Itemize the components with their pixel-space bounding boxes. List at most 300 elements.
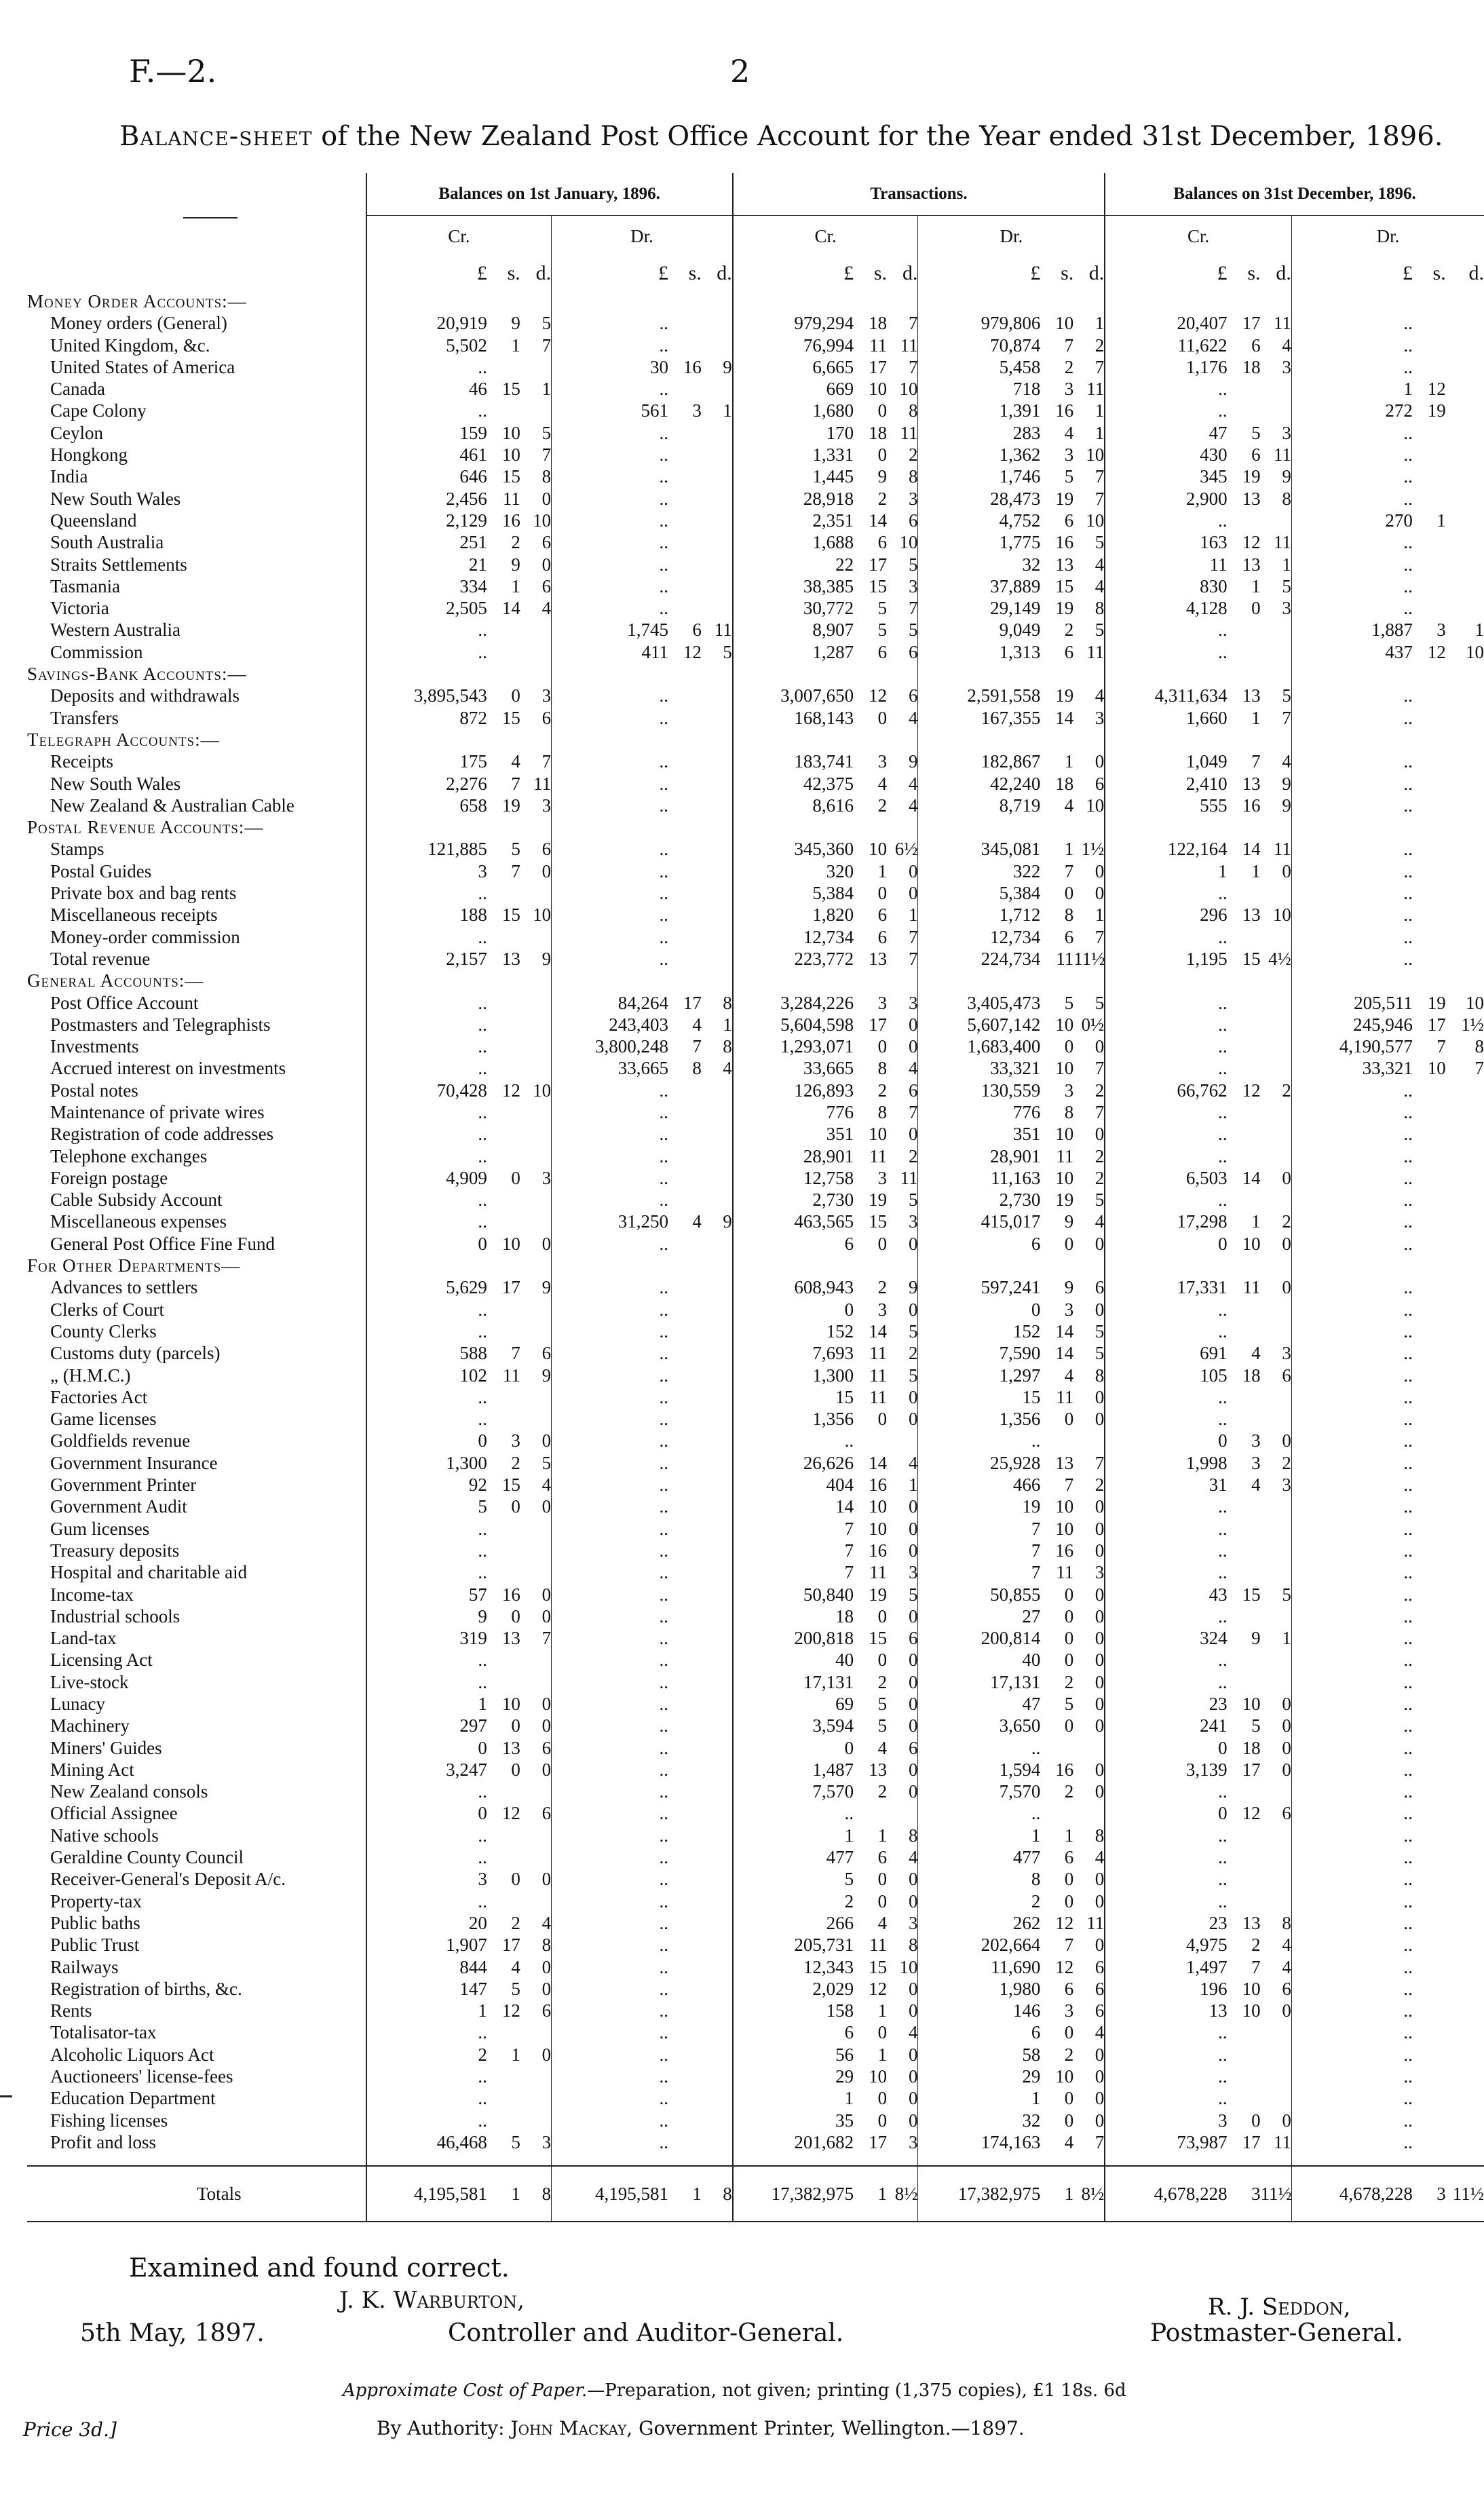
empty-cell [1306,816,1413,838]
shillings-value: 17 [1242,2131,1261,2152]
empty-cell [1446,488,1484,510]
empty-cell: .. [478,1299,487,1320]
pounds-value: 13 [1209,2000,1228,2021]
empty-cell [1228,1496,1261,1517]
pounds-value: 588 [459,1343,487,1364]
pounds-value: 12,343 [803,1956,854,1977]
empty-cell [520,2110,552,2131]
shillings-value: 15 [501,707,520,728]
shillings-value: 16 [501,1584,520,1605]
shillings-value: 12 [1427,641,1446,662]
pence-header: d. [1088,261,1105,284]
cell-rule [733,1233,747,1255]
cell-rule [1291,838,1306,860]
empty-cell: .. [1403,773,1413,794]
pounds-value: 477 [826,1847,854,1868]
pence-value: 1 [1095,422,1105,443]
cell-rule [552,422,566,444]
cell-rule [366,2021,381,2043]
pence-value: 0 [1095,2088,1105,2109]
shillings-value: 0 [1064,1715,1074,1736]
empty-cell [1261,290,1292,312]
shillings-value: 5 [1064,1694,1074,1714]
empty-cell [932,729,1040,750]
cell-rule [1105,1014,1119,1035]
shillings-value: 0 [877,707,888,728]
empty-cell [747,290,854,312]
pence-value: 8 [908,466,918,487]
cell-rule [1105,970,1119,991]
empty-cell [487,2087,520,2109]
pounds-value: 4,311,634 [1154,685,1228,706]
pence-value: 7 [908,313,918,334]
cell-rule [552,1430,566,1451]
empty-cell [668,290,702,312]
shillings-value: 7 [511,1343,520,1364]
empty-cell [1413,1978,1446,2000]
pence-value: 1 [541,379,552,400]
shillings-value: 1 [668,2166,702,2222]
cell-rule [1291,1167,1306,1189]
pounds-value: 40 [835,1650,854,1671]
shillings-value: 18 [1242,1365,1261,1386]
cell-rule [918,619,932,641]
cell-rule [552,378,566,400]
pounds-value: 9,049 [999,620,1041,641]
empty-cell [1413,2000,1446,2021]
empty-cell: .. [478,1014,487,1035]
shillings-value: 0 [877,883,888,904]
cell-rule [1291,1276,1306,1298]
empty-cell: .. [659,1190,668,1211]
pounds-value: 4,678,228 [1120,2166,1228,2222]
shillings-value: 11 [1056,948,1074,969]
pounds-value: 7 [1031,1518,1041,1539]
pounds-value: 776 [1012,1101,1041,1122]
row-label: Canada [50,379,105,400]
shillings-value: 4 [877,1912,888,1933]
pounds-value: 296 [1200,905,1228,926]
pence-value: 0 [908,1036,918,1057]
empty-cell [702,1759,733,1781]
pounds-value: 17,382,975 [932,2166,1040,2222]
pounds-value: 2,276 [446,773,487,794]
empty-cell: .. [1403,2110,1413,2131]
cell-rule [366,2066,381,2087]
pounds-value: 102 [459,1365,487,1386]
table-row [27,1890,1484,1912]
empty-cell [702,335,733,356]
cell-rule [1105,1145,1119,1167]
empty-cell: .. [659,1890,668,1911]
row-label: Deposits and withdrawals [50,685,240,706]
table-row [27,1276,1484,1298]
empty-cell [702,1978,733,2000]
empty-cell [668,860,702,882]
cell-rule [1105,860,1119,882]
empty-cell [702,1934,733,1956]
empty-cell: .. [478,400,487,421]
cell-rule [918,378,932,400]
shillings-value: 1 [1437,510,1446,531]
cell-rule [1291,707,1306,729]
empty-cell [932,970,1040,991]
pounds-value: 205,731 [794,1935,854,1956]
empty-cell: .. [659,1320,668,1341]
shillings-value: 11 [869,1343,888,1364]
pounds-value: 174,163 [981,2131,1041,2152]
pounds-value: 47 [1022,1694,1041,1714]
empty-cell [1261,2021,1292,2043]
empty-cell [1228,510,1261,531]
empty-cell [1261,510,1292,531]
shillings-value: 6 [1064,926,1074,947]
empty-cell [1446,2087,1484,2109]
empty-cell [1446,465,1484,487]
cell-rule [733,1167,747,1189]
empty-cell [1261,816,1292,838]
empty-cell [1413,1189,1446,1211]
pence-value: 5 [908,554,918,575]
empty-cell [381,970,487,991]
shillings-value: 14 [869,510,888,531]
empty-cell [932,290,1040,312]
cell-rule [918,2021,932,2043]
cell-rule [366,1145,381,1167]
empty-cell: .. [659,1694,668,1714]
empty-cell [487,663,520,685]
empty-cell [1446,882,1484,904]
cell-rule [1105,2110,1119,2131]
group-header-transactions: Transactions. [733,173,1105,216]
empty-cell [1446,948,1484,970]
cell-rule [552,1057,566,1079]
pence-value: 0 [1095,1890,1105,1911]
pence-value: 0 [1095,1869,1105,1890]
cell-rule [1291,1430,1306,1451]
empty-cell [1446,1145,1484,1167]
pounds-value: 32 [1022,2110,1041,2131]
row-label: Government Audit [50,1496,187,1517]
pence-value: 9 [908,1277,918,1298]
empty-cell [1073,816,1105,838]
shillings-value: 10 [869,1496,888,1517]
pounds-value: 1 [1031,1825,1041,1846]
empty-cell [702,1080,733,1101]
pounds-value: 430 [1200,444,1228,465]
table-row [27,2000,1484,2021]
pounds-value: 3 [1218,2110,1228,2131]
cell-rule [552,1956,566,1978]
cell-rule [733,575,747,597]
empty-cell: .. [478,1562,487,1583]
empty-cell [668,335,702,356]
shillings-value: 2 [877,488,888,509]
cell-rule [366,1912,381,1934]
empty-cell [1261,1671,1292,1693]
shillings-value: 3 [692,400,702,421]
pence-value: 0 [541,1978,552,1999]
cell-rule [1291,1474,1306,1496]
pounds-value: 175 [459,751,487,772]
empty-cell [1446,1693,1484,1715]
empty-cell: .. [659,1956,668,1977]
empty-cell [1413,1167,1446,1189]
cell-rule [1291,2110,1306,2131]
cell-rule [366,795,381,816]
pounds-value: 0 [844,1737,854,1758]
cell-rule [366,1365,381,1386]
row-label: Treasury deposits [50,1540,180,1561]
shillings-value: 0 [877,1036,888,1057]
empty-cell [1228,1605,1261,1627]
row-label: Cape Colony [50,400,147,421]
empty-cell [1228,378,1261,400]
empty-cell: .. [1403,1211,1413,1232]
cell-rule [1105,1408,1119,1430]
shillings-value: 17 [501,1935,520,1956]
row-label: Official Assignee [50,1803,178,1824]
row-label: New Zealand & Australian Cable [50,795,294,816]
shillings-value: 14 [1055,1343,1074,1364]
pence-value: 8 [702,2166,733,2222]
empty-cell [520,1671,552,1693]
cell-rule [366,2087,381,2109]
pence-value: 0 [541,1605,552,1626]
empty-cell [1446,1978,1484,2000]
pence-value: 6 [541,1343,552,1364]
cell-rule [1291,1737,1306,1759]
pence-value: 2 [1095,335,1105,356]
shillings-value: 16 [869,1540,888,1561]
pence-value: 5 [541,422,552,443]
pounds-value: 0 [1218,1737,1228,1758]
cell-rule [1105,729,1119,750]
empty-cell [1228,1255,1261,1276]
cell-rule [366,256,381,290]
empty-cell [702,1408,733,1430]
shillings-value: 10 [869,839,888,860]
table-row [27,1627,1484,1649]
cell-rule [552,1759,566,1781]
pounds-value: 411 [641,641,668,662]
empty-cell: .. [1403,2044,1413,2065]
empty-cell: .. [659,598,668,619]
pounds-value: 158 [826,2000,854,2021]
pence-value: 0 [1095,1036,1105,1057]
pence-value: 0 [908,1496,918,1517]
empty-cell [1228,1145,1261,1167]
empty-cell [702,1584,733,1605]
pence-value: 5 [908,1365,918,1386]
pence-value: 6 [541,707,552,728]
cell-rule [918,1365,932,1386]
empty-cell [1446,1080,1484,1101]
empty-cell [1446,1781,1484,1802]
shillings-value: 4 [1064,2131,1074,2152]
shillings-value: 18 [1242,1737,1261,1758]
cell-rule [1105,1474,1119,1496]
empty-cell: .. [1403,1869,1413,1890]
empty-cell [887,663,918,685]
cell-rule [366,729,381,750]
empty-cell [702,1693,733,1715]
spacer-cell [1413,2153,1446,2166]
empty-cell: .. [1403,1694,1413,1714]
empty-cell [702,1868,733,1890]
pounds-value: 272 [1385,400,1413,421]
subheader-cr: Cr. [1105,216,1291,257]
empty-cell [1413,2087,1446,2109]
empty-cell: .. [659,444,668,465]
empty-cell [702,1649,733,1671]
empty-cell [668,750,702,772]
pounds-value: 73,987 [1177,2131,1228,2152]
pence-value: 5 [908,1584,918,1605]
shillings-value: 10 [1242,2000,1261,2021]
table-row [27,641,1484,663]
empty-cell [702,1342,733,1364]
empty-cell [1306,1255,1413,1276]
pence-value: 2 [1282,1452,1291,1473]
empty-cell [1120,729,1228,750]
empty-cell [668,510,702,531]
cell-rule [918,312,932,334]
cell-rule [1105,378,1119,400]
pence-value: 0 [1095,1694,1105,1714]
shillings-value: 5 [877,620,888,641]
cell-rule [918,1649,932,1671]
shillings-value: 8 [692,1058,702,1079]
cell-rule [733,1584,747,1605]
cell-rule [1105,1671,1119,1693]
empty-cell [520,2087,552,2109]
cell-rule [366,1474,381,1496]
cell-rule [552,2166,566,2222]
cell-rule [733,641,747,663]
pounds-value: 224,734 [981,948,1041,969]
empty-cell: .. [659,1101,668,1122]
cell-rule [1291,1386,1306,1408]
pounds-value: 245,946 [1353,1014,1413,1035]
cell-rule [552,1825,566,1846]
pounds-value: 2,456 [446,488,487,509]
empty-cell [668,1167,702,1189]
cell-rule [1105,1627,1119,1649]
row-label: Geraldine County Council [50,1847,244,1868]
pounds-value: 270 [1385,510,1413,531]
empty-cell [566,663,668,685]
empty-cell: .. [1218,1650,1228,1671]
shillings-value: 8 [877,1058,888,1079]
empty-cell [702,312,733,334]
pence-value: 3 [1282,356,1291,377]
cell-rule [733,1189,747,1211]
pounds-value: 70,874 [990,335,1041,356]
pence-value: 11 [1086,641,1105,662]
empty-cell: .. [659,1825,668,1846]
cell-rule [918,1057,932,1079]
empty-cell [668,1781,702,1802]
cell-rule [1291,685,1306,706]
table-row [27,1014,1484,1035]
empty-cell [1306,663,1413,685]
empty-cell [668,2087,702,2109]
pounds-value: 2 [1031,1890,1041,1911]
pounds-value: 1 [1218,860,1228,881]
cell-rule [918,729,932,750]
pence-value: 4 [1282,751,1291,772]
pence-value: 6 [541,1737,552,1758]
pence-value: 0 [541,860,552,881]
shillings-value: 10 [869,1518,888,1539]
table-row [27,378,1484,400]
header-blank [27,173,366,216]
pence-value: 4 [1095,575,1105,596]
pounds-value: 33,321 [990,1058,1041,1079]
empty-cell [668,1123,702,1145]
empty-cell: .. [659,1781,668,1802]
empty-cell [1120,290,1228,312]
cell-rule [1105,2044,1119,2066]
empty-cell [702,554,733,575]
cell-rule [918,290,932,312]
pence-value: 1 [723,400,732,421]
cell-rule [733,1649,747,1671]
spacer-cell [566,2153,668,2166]
empty-cell [668,1518,702,1540]
empty-cell [702,1167,733,1189]
empty-cell [668,378,702,400]
empty-cell [747,816,854,838]
cell-rule [1291,1978,1306,2000]
table-row [27,1868,1484,1890]
pence-value: 3 [1282,598,1291,619]
table-row [27,2044,1484,2066]
pounds-value: 1,820 [812,905,854,926]
empty-cell [1413,663,1446,685]
cell-rule [733,2087,747,2109]
empty-cell [1228,2066,1261,2087]
empty-cell [702,1912,733,1934]
empty-cell [487,1211,520,1232]
row-label: Miscellaneous expenses [50,1211,227,1232]
pounds-header: £ [1402,261,1413,284]
pence-value: 1 [908,1474,918,1496]
empty-cell [1228,2044,1261,2066]
empty-cell [1413,1211,1446,1232]
empty-cell [668,816,702,838]
pence-value: 5 [908,620,918,641]
empty-cell [1261,1561,1292,1583]
cell-rule [918,1145,932,1167]
empty-cell [1446,970,1484,991]
empty-cell: .. [659,707,668,728]
table-row [27,1342,1484,1364]
shillings-value: 11 [869,1365,888,1386]
cell-rule [918,1978,932,2000]
pence-value: 1 [1095,313,1105,334]
pounds-value: 345,081 [981,839,1041,860]
empty-cell [668,1934,702,1956]
empty-cell [520,400,552,421]
pounds-value: 7 [844,1518,854,1539]
empty-cell [566,970,668,991]
cell-rule [733,2166,747,2222]
empty-cell [1446,1299,1484,1320]
pounds-value: 2,410 [1185,773,1228,794]
cell-rule [1291,1233,1306,1255]
